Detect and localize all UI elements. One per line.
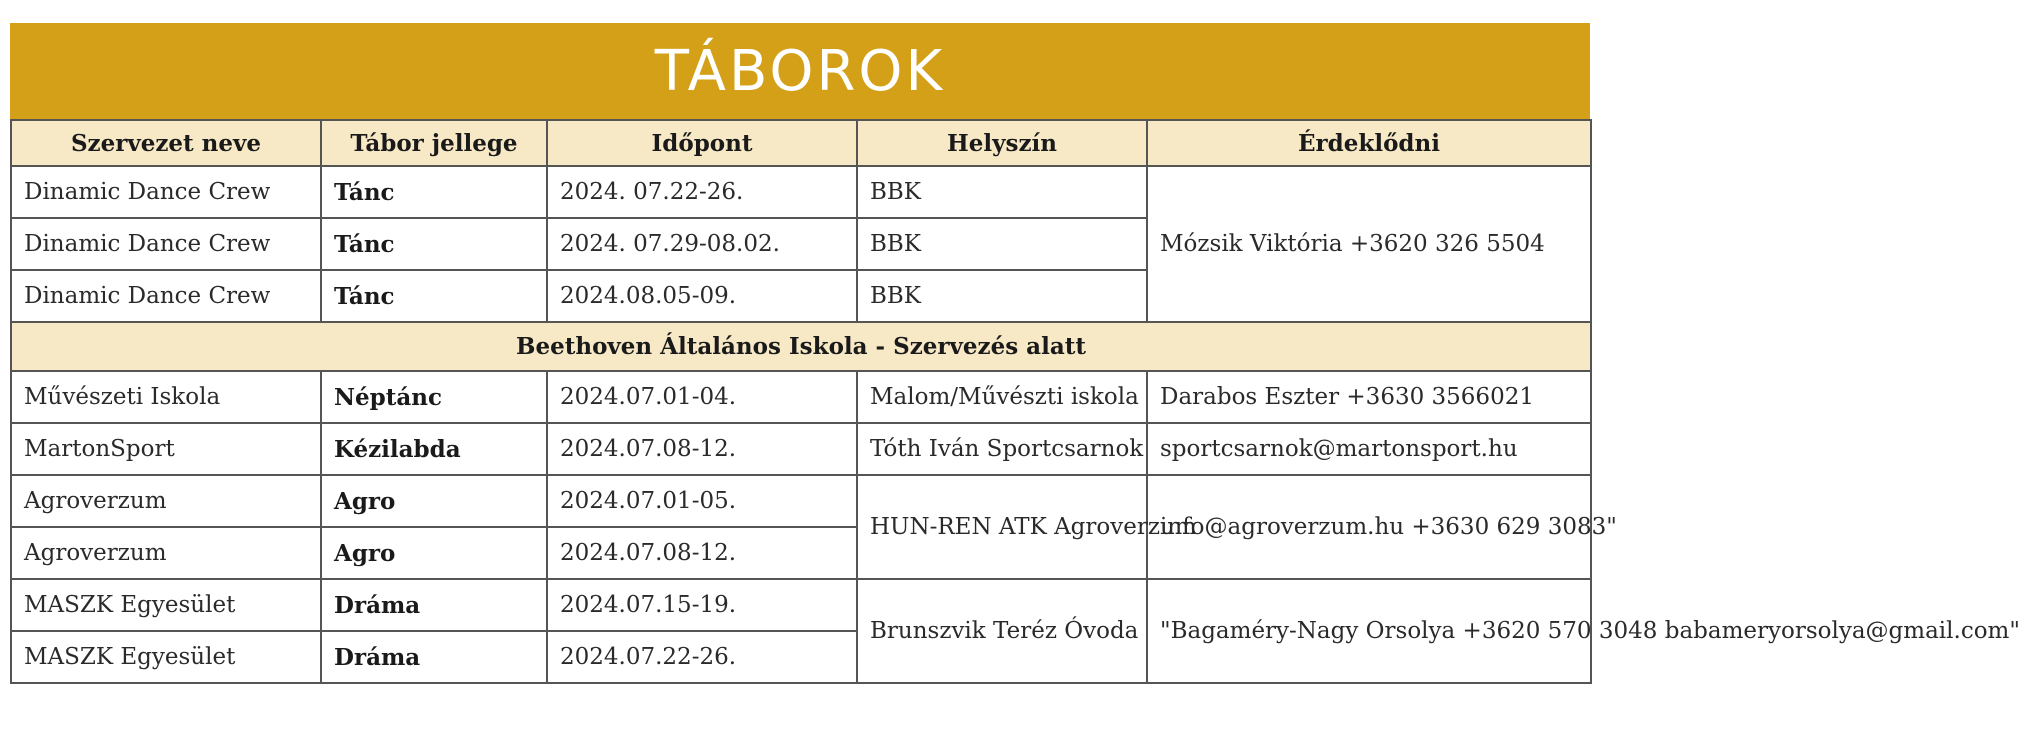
contact-info: Darabos Eszter +3630 3566021	[1147, 371, 1591, 423]
header-camp-type: Tábor jellege	[321, 120, 547, 166]
header-date: Időpont	[547, 120, 857, 166]
table-row	[11, 423, 1591, 475]
org-name: Dinamic Dance Crew	[11, 166, 321, 218]
camp-date: 2024.08.05-09.	[547, 270, 857, 322]
org-name: Agroverzum	[11, 475, 321, 527]
camp-location: Tóth Iván Sportcsarnok	[857, 423, 1147, 475]
camp-date: 2024.07.01-05.	[547, 475, 857, 527]
camp-date: 2024.07.08-12.	[547, 527, 857, 579]
camp-type: Agro	[321, 527, 547, 579]
table-row	[11, 371, 1591, 423]
camp-date: 2024.07.08-12.	[547, 423, 857, 475]
org-name: MartonSport	[11, 423, 321, 475]
contact-info: Mózsik Viktória +3620 326 5504	[1147, 166, 1591, 322]
camp-type: Tánc	[321, 270, 547, 322]
camp-date: 2024. 07.29-08.02.	[547, 218, 857, 270]
org-name: Agroverzum	[11, 527, 321, 579]
header-organization: Szervezet neve	[11, 120, 321, 166]
header-contact: Érdeklődni	[1147, 120, 1591, 166]
camp-location: BBK	[857, 270, 1147, 322]
org-name: Dinamic Dance Crew	[11, 270, 321, 322]
contact-info: "Bagaméry-Nagy Orsolya +3620 570 3048 babameryorsolya@gmail.com"	[1147, 579, 1591, 683]
org-name: MASZK Egyesület	[11, 631, 321, 683]
camp-date: 2024.07.15-19.	[547, 579, 857, 631]
camp-date: 2024. 07.22-26.	[547, 166, 857, 218]
camp-type: Tánc	[321, 218, 547, 270]
table-header-row	[11, 120, 1591, 166]
org-name: Művészeti Iskola	[11, 371, 321, 423]
table-row	[11, 475, 1591, 527]
camp-location: HUN-REN ATK Agroverzum	[857, 475, 1147, 579]
org-name: MASZK Egyesület	[11, 579, 321, 631]
page-title: TÁBOROK	[10, 23, 1590, 119]
section-banner: Beethoven Általános Iskola - Szervezés alatt	[11, 322, 1591, 371]
section-banner-row	[11, 322, 1591, 371]
camp-date: 2024.07.22-26.	[547, 631, 857, 683]
camps-table	[10, 119, 2020, 684]
header-location: Helyszín	[857, 120, 1147, 166]
contact-info: info@agroverzum.hu +3630 629 3083"	[1147, 475, 1591, 579]
table-row	[11, 579, 1591, 631]
camp-type: Néptánc	[321, 371, 547, 423]
camp-type: Agro	[321, 475, 547, 527]
org-name: Dinamic Dance Crew	[11, 218, 321, 270]
contact-info: sportcsarnok@martonsport.hu	[1147, 423, 1591, 475]
camp-type: Dráma	[321, 579, 547, 631]
camp-type: Dráma	[321, 631, 547, 683]
camp-type: Kézilabda	[321, 423, 547, 475]
table-row	[11, 166, 1591, 218]
camp-location: BBK	[857, 166, 1147, 218]
camp-location: Brunszvik Teréz Óvoda	[857, 579, 1147, 683]
camp-location: BBK	[857, 218, 1147, 270]
camp-type: Tánc	[321, 166, 547, 218]
camp-location: Malom/Művészti iskola	[857, 371, 1147, 423]
camp-date: 2024.07.01-04.	[547, 371, 857, 423]
